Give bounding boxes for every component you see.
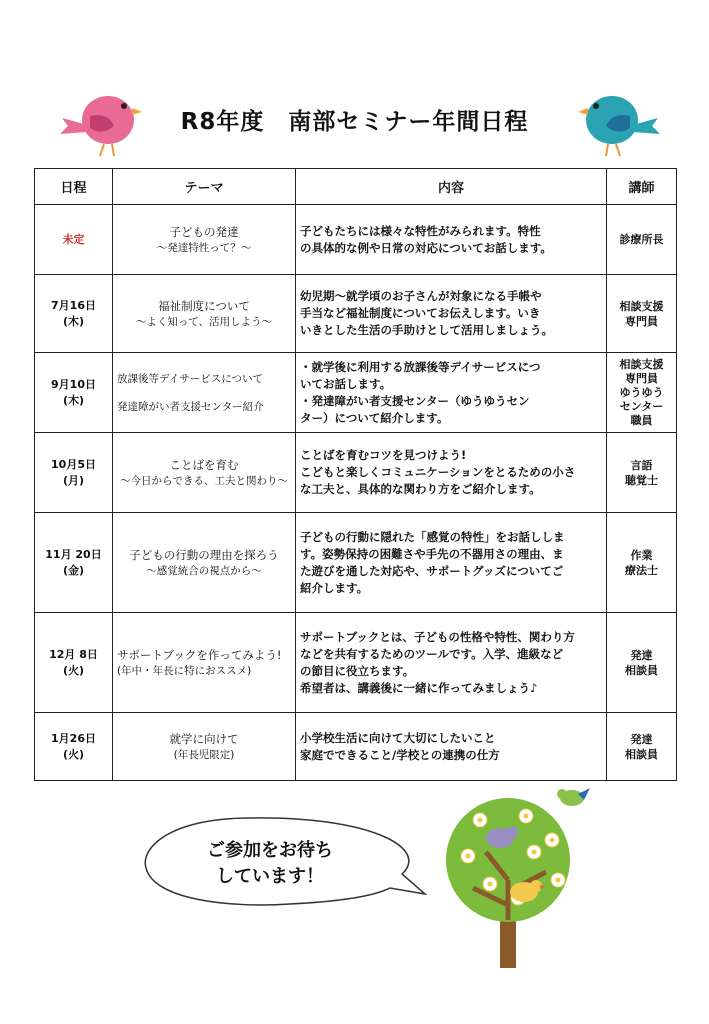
schedule-table: [34, 168, 677, 781]
lecturer-cell: 診療所長: [607, 205, 677, 275]
date-cell: 12月 8日 (火): [35, 613, 113, 713]
content-cell: ・就学後に利用する放課後等デイサービスにつ いてお話します。 ・発達障がい者支援センター（ゆうゆうセン ター）について紹介します。: [296, 353, 607, 433]
date-cell: 11月 20日 (金): [35, 513, 113, 613]
theme-cell: 子どもの発達 ～発達特性って？～: [113, 205, 296, 275]
tree-illustration: [428, 780, 598, 970]
content-cell: ことばを育むコツを見つけよう! こどもと楽しくコミュニケーションをとるための小さ な工夫と、具体的な関わり方をご紹介します。: [296, 433, 607, 513]
date-cell: 7月16日 (木): [35, 275, 113, 353]
theme-cell: サポートブックを作ってみよう! (年中・年長に特におススメ): [113, 613, 296, 713]
table-row: [35, 613, 677, 713]
table-row: [35, 205, 677, 275]
table-header-row: [35, 169, 677, 205]
header-lecturer: 講師: [607, 169, 677, 205]
date-cell: 未定: [35, 205, 113, 275]
table-row: [35, 353, 677, 433]
theme-cell: 放課後等デイサービスについて 発達障がい者支援センター紹介: [113, 353, 296, 433]
lecturer-cell: 相談支援 専門員: [607, 275, 677, 353]
table-row: [35, 433, 677, 513]
table-row: [35, 513, 677, 613]
table-row: [35, 713, 677, 781]
lecturer-cell: 発達 相談員: [607, 613, 677, 713]
content-cell: 子どもの行動に隠れた「感覚の特性」をお話ししま す。姿勢保持の困難さや手先の不器用さの理由、ま た遊びを通した対応や、サポートグッズについてご 紹介します。: [296, 513, 607, 613]
content-cell: 子どもたちには様々な特性がみられます。特性 の具体的な例や日常の対応についてお話します。: [296, 205, 607, 275]
content-cell: 小学校生活に向けて大切にしたいこと 家庭でできること/学校との連携の仕方: [296, 713, 607, 781]
lecturer-cell: 言語 聴覚士: [607, 433, 677, 513]
theme-cell: 子どもの行動の理由を探ろう ～感覚統合の視点から～: [113, 513, 296, 613]
theme-cell: ことばを育む ～今日からできる、工夫と関わり～: [113, 433, 296, 513]
speech-text: ご参加をお待ち しています！: [207, 840, 333, 887]
header-date: 日程: [35, 169, 113, 205]
page-title: R8年度 南部セミナー年間日程: [180, 109, 529, 135]
lecturer-cell: 作業 療法士: [607, 513, 677, 613]
lecturer-cell: 相談支援 専門員 ゆうゆう センター 職員: [607, 353, 677, 433]
theme-cell: 就学に向けて (年長児限定): [113, 713, 296, 781]
lecturer-cell: 発達 相談員: [607, 713, 677, 781]
table-row: [35, 275, 677, 353]
date-cell: 1月26日 (火): [35, 713, 113, 781]
header-content: 内容: [296, 169, 607, 205]
theme-cell: 福祉制度について ～よく知って、活用しよう～: [113, 275, 296, 353]
content-cell: 幼児期～就学頃のお子さんが対象になる手帳や 手当など福祉制度についてお伝えします。いき いきとした生活の手助けとして活用しましょう。: [296, 275, 607, 353]
header-theme: テーマ: [113, 169, 296, 205]
date-cell: 10月5日 (月): [35, 433, 113, 513]
date-cell: 9月10日 (木): [35, 353, 113, 433]
content-cell: サポートブックとは、子どもの性格や特性、関わり方 などを共有するためのツールです。入学、進級など の節目に役立ちます。 希望者は、講義後に一緒に作ってみましょう♪: [296, 613, 607, 713]
